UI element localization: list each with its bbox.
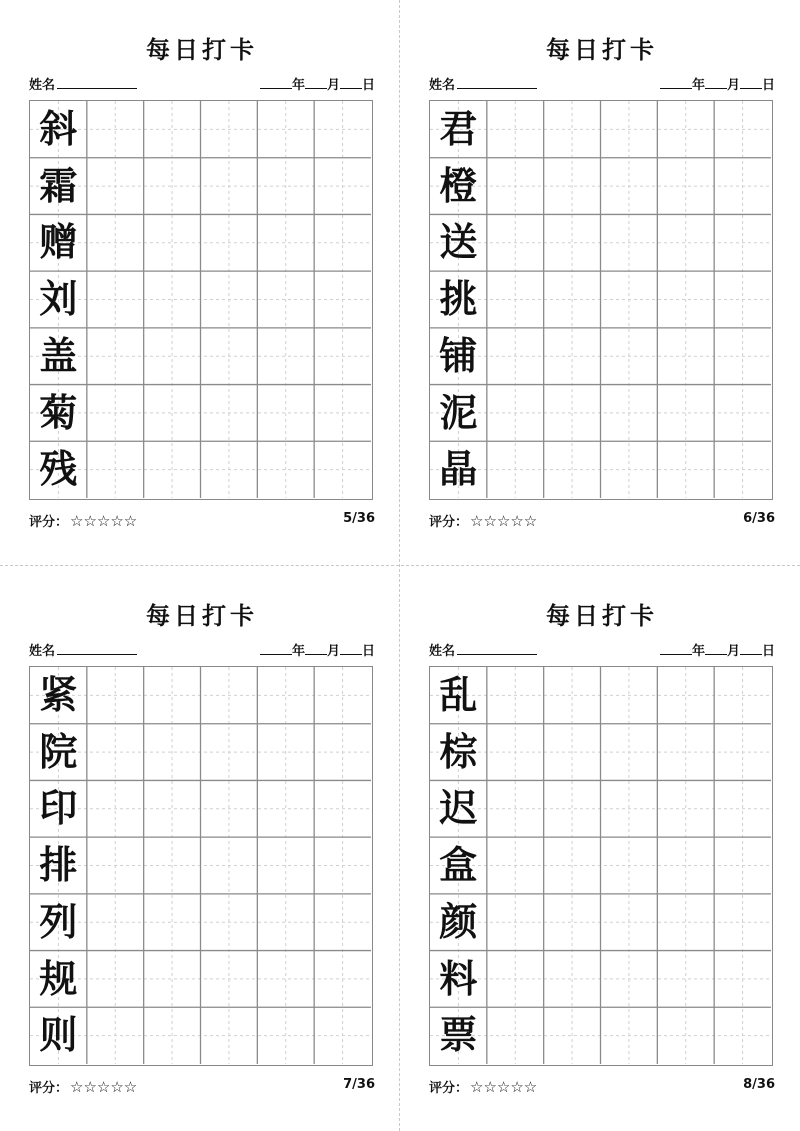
model-character: 棕 xyxy=(439,728,478,774)
name-label: 姓名 xyxy=(429,78,456,93)
model-character: 泥 xyxy=(439,389,478,435)
practice-card-3 xyxy=(29,566,375,1096)
model-character: 挑 xyxy=(439,276,478,322)
card-title: 每日打卡 xyxy=(146,35,258,64)
score-row xyxy=(29,1077,137,1096)
practice-card-4 xyxy=(429,566,775,1096)
year-blank[interactable] xyxy=(260,642,292,655)
month-blank[interactable] xyxy=(305,76,327,89)
model-character: 橙 xyxy=(439,162,478,208)
score-label: 评分： xyxy=(429,515,469,530)
model-character: 斜 xyxy=(39,106,78,151)
model-character: 迟 xyxy=(439,785,478,831)
date-field[interactable] xyxy=(660,640,775,659)
score-row xyxy=(29,511,137,530)
month-label: 月 xyxy=(726,78,740,93)
writing-grid[interactable] xyxy=(29,100,373,500)
writing-grid[interactable] xyxy=(429,100,773,500)
date-field[interactable] xyxy=(660,74,775,93)
model-character: 列 xyxy=(39,898,78,944)
model-character: 残 xyxy=(39,446,78,492)
year-blank[interactable] xyxy=(660,76,692,89)
day-label: 日 xyxy=(361,644,375,659)
model-character: 盖 xyxy=(39,332,78,378)
card-title: 每日打卡 xyxy=(546,601,658,630)
year-label: 年 xyxy=(691,78,705,93)
name-blank[interactable] xyxy=(457,76,537,89)
score-label: 评分： xyxy=(29,1081,69,1096)
name-field[interactable] xyxy=(429,640,537,659)
year-label: 年 xyxy=(291,78,305,93)
name-blank[interactable] xyxy=(57,76,137,89)
day-blank[interactable] xyxy=(740,642,762,655)
practice-card-2 xyxy=(429,0,775,530)
page-number: 5/36 xyxy=(343,511,375,526)
score-row xyxy=(429,1077,537,1096)
date-field[interactable] xyxy=(260,640,375,659)
model-character: 院 xyxy=(39,728,78,774)
model-character: 刘 xyxy=(39,276,78,322)
year-blank[interactable] xyxy=(260,76,292,89)
day-blank[interactable] xyxy=(340,76,362,89)
model-character: 盒 xyxy=(439,842,478,888)
year-blank[interactable] xyxy=(660,642,692,655)
model-character: 排 xyxy=(39,842,78,888)
model-character: 料 xyxy=(439,955,478,1001)
day-blank[interactable] xyxy=(740,76,762,89)
star-rating-icon[interactable]: ☆☆☆☆☆ xyxy=(70,1078,138,1096)
month-blank[interactable] xyxy=(705,642,727,655)
name-blank[interactable] xyxy=(457,642,537,655)
year-label: 年 xyxy=(691,644,705,659)
page-number: 6/36 xyxy=(743,511,775,526)
name-label: 姓名 xyxy=(29,644,56,659)
name-field[interactable] xyxy=(429,74,537,93)
name-field[interactable] xyxy=(29,640,137,659)
score-label: 评分： xyxy=(29,515,69,530)
name-label: 姓名 xyxy=(29,78,56,93)
page-number: 8/36 xyxy=(743,1077,775,1092)
star-rating-icon[interactable]: ☆☆☆☆☆ xyxy=(470,1078,538,1096)
name-blank[interactable] xyxy=(57,642,137,655)
day-label: 日 xyxy=(761,78,775,93)
month-label: 月 xyxy=(326,644,340,659)
model-character: 紧 xyxy=(39,672,78,717)
year-label: 年 xyxy=(291,644,305,659)
month-blank[interactable] xyxy=(305,642,327,655)
card-title: 每日打卡 xyxy=(146,601,258,630)
score-row xyxy=(429,511,537,530)
model-character: 则 xyxy=(39,1012,78,1058)
card-title: 每日打卡 xyxy=(546,35,658,64)
writing-grid[interactable] xyxy=(429,666,773,1066)
model-character: 颜 xyxy=(439,898,478,944)
star-rating-icon[interactable]: ☆☆☆☆☆ xyxy=(470,512,538,530)
writing-grid[interactable] xyxy=(29,666,373,1066)
model-character: 君 xyxy=(439,106,478,151)
day-label: 日 xyxy=(361,78,375,93)
month-label: 月 xyxy=(726,644,740,659)
month-label: 月 xyxy=(326,78,340,93)
score-label: 评分： xyxy=(429,1081,469,1096)
model-character: 赠 xyxy=(39,219,78,265)
month-blank[interactable] xyxy=(705,76,727,89)
model-character: 乱 xyxy=(439,672,478,717)
page-number: 7/36 xyxy=(343,1077,375,1092)
model-character: 晶 xyxy=(439,446,478,492)
model-character: 铺 xyxy=(439,332,478,378)
model-character: 票 xyxy=(439,1012,478,1058)
model-character: 送 xyxy=(439,219,478,265)
model-character: 规 xyxy=(39,955,78,1001)
name-label: 姓名 xyxy=(429,644,456,659)
model-character: 菊 xyxy=(39,389,78,435)
practice-card-1 xyxy=(29,0,375,530)
name-field[interactable] xyxy=(29,74,137,93)
day-label: 日 xyxy=(761,644,775,659)
model-character: 印 xyxy=(39,785,78,831)
star-rating-icon[interactable]: ☆☆☆☆☆ xyxy=(70,512,138,530)
model-character: 霜 xyxy=(39,162,78,208)
date-field[interactable] xyxy=(260,74,375,93)
day-blank[interactable] xyxy=(340,642,362,655)
